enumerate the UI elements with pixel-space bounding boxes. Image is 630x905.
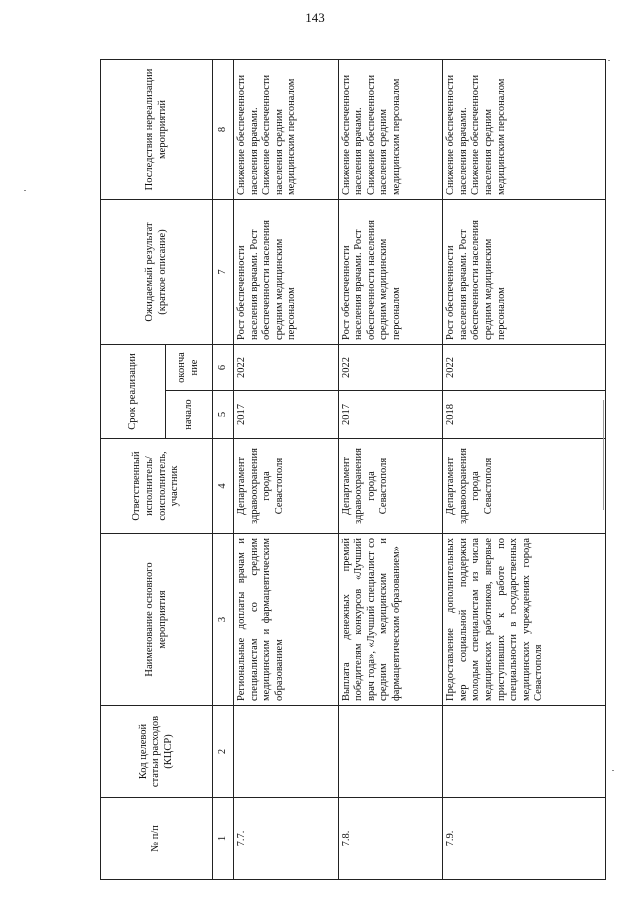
margin-pencil-line <box>603 400 604 510</box>
column-number: 7 <box>213 199 234 344</box>
header-result: Ожидаемый результат (краткое описание) <box>101 199 213 344</box>
column-number: 3 <box>213 534 234 706</box>
row-activity-name: Выплата денежных премий победителям конкурсов «Лучший врач года», «Лучший специалист со средним медицинским и фармацевтическим образованием» <box>338 534 443 706</box>
row-number: 7.9. <box>443 798 606 880</box>
header-num: № п/п <box>101 798 213 880</box>
header-end: оконча ние <box>166 344 213 390</box>
table-row <box>338 59 443 879</box>
column-number: 4 <box>213 439 234 534</box>
header-activity-name: Наименование основного мероприятия <box>101 534 213 706</box>
scan-speck <box>608 60 610 61</box>
column-number: 2 <box>213 706 234 798</box>
row-consequence: Снижение обеспеченности населения врачами. Снижение обеспеченности населения средним медицинским персоналом <box>338 59 443 199</box>
row-start: 2017 <box>234 391 339 439</box>
row-consequence: Снижение обеспеченности населения врачами. Снижение обеспеченности населения средним медицинским персоналом <box>234 59 339 199</box>
header-row <box>101 59 166 879</box>
header-start: начало <box>166 391 213 439</box>
row-activity-name: Региональные доплаты врачам и специалистам со средним медицинским и фармацевтическим образованием <box>234 534 339 706</box>
column-number: 8 <box>213 59 234 199</box>
row-result: Рост обеспеченности населения врачами. Рост обеспеченности населения средним медицинским персоналом <box>338 199 443 344</box>
row-end: 2022 <box>443 344 606 390</box>
row-activity-name: Предоставление дополнительных мер социальной поддержки молодым специалистам из числа медицинских работников, впервые приступивших к работе по специальности в государственных медицинских учреждениях города Севастополя <box>443 534 606 706</box>
column-number-row <box>213 59 234 879</box>
header-kcsr: Код целевой статьи расходов (КЦСР) <box>101 706 213 798</box>
table-row <box>443 59 606 879</box>
row-kcsr <box>443 706 606 798</box>
row-result: Рост обеспеченности населения врачами. Рост обеспеченности населения средним медицинским персоналом <box>234 199 339 344</box>
rotated-table-container <box>100 60 606 880</box>
header-term: Срок реализации <box>101 344 166 438</box>
page-number: 143 <box>305 10 325 25</box>
table-row <box>234 59 339 879</box>
scan-speck <box>612 770 614 771</box>
row-consequence: Снижение обеспеченности населения врачами. Снижение обеспеченности населения средним медицинским персоналом <box>443 59 606 199</box>
header-executor: Ответственный исполнитель/ соисполнитель, участник <box>101 439 213 534</box>
row-number: 7.7. <box>234 798 339 880</box>
row-number: 7.8. <box>338 798 443 880</box>
row-start: 2018 <box>443 391 606 439</box>
row-executor: Департамент здравоохранения города Севастополя <box>234 439 339 534</box>
row-kcsr <box>234 706 339 798</box>
column-number: 5 <box>213 391 234 439</box>
row-end: 2022 <box>338 344 443 390</box>
row-executor: Департамент здравоохранения города Севастополя <box>443 439 606 534</box>
row-executor: Департамент здравоохранения города Севастополя <box>338 439 443 534</box>
column-number: 6 <box>213 344 234 390</box>
scan-speck <box>24 190 26 191</box>
row-end: 2022 <box>234 344 339 390</box>
row-start: 2017 <box>338 391 443 439</box>
column-number: 1 <box>213 798 234 880</box>
row-kcsr <box>338 706 443 798</box>
row-result: Рост обеспеченности населения врачами. Рост обеспеченности населения средним медицинским персоналом <box>443 199 606 344</box>
header-consequence: Последствия нереализации мероприятий <box>101 59 213 199</box>
activities-table <box>100 59 606 880</box>
